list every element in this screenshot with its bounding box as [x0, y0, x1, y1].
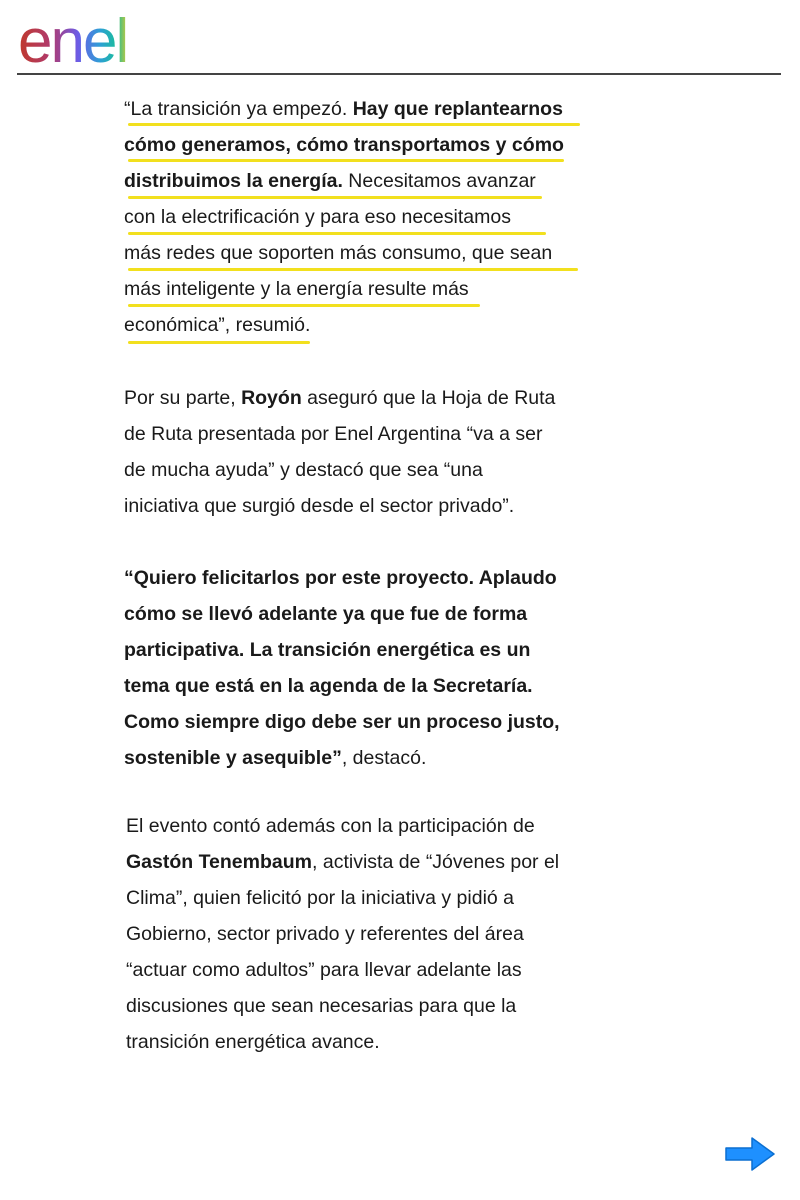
- text-line: [124, 740, 594, 776]
- header-divider: [17, 73, 781, 75]
- text-line: iniciativa que surgió desde el sector privado”.: [124, 495, 515, 517]
- text-span: Por su parte,: [124, 387, 242, 409]
- text-line: más redes que soporten más consumo, que sean: [124, 242, 553, 264]
- bold-text: “Quiero felicitarlos por este proyecto. Aplaudo: [124, 567, 557, 589]
- bold-text: cómo se llevó adelante ya que fue de forma: [124, 603, 528, 625]
- text-line: “actuar como adultos” para llevar adelante las: [126, 959, 522, 981]
- paragraph-quote-secretaria: [124, 560, 594, 776]
- bold-text: sostenible y asequible”: [124, 747, 342, 769]
- svg-text:enel: enel: [18, 7, 128, 68]
- text-line: [124, 127, 594, 163]
- paragraph-event: [126, 808, 591, 1060]
- paragraph-royon: [124, 380, 594, 524]
- text-line: transición energética avance.: [126, 1031, 380, 1053]
- text-line: Gobierno, sector privado y referentes del área: [126, 923, 524, 945]
- bold-text: Como siempre digo debe ser un proceso justo,: [124, 711, 560, 733]
- right-arrow-icon[interactable]: [724, 1134, 776, 1174]
- text-line: Clima”, quien felicitó por la iniciativa y pidió a: [126, 887, 515, 909]
- text-line: [124, 163, 594, 199]
- text-span: , destacó.: [341, 747, 427, 769]
- text-line: [124, 704, 594, 740]
- text-line: [124, 596, 594, 632]
- bold-text: Gastón Tenembaum: [126, 851, 313, 873]
- text-line: de Ruta presentada por Enel Argentina “va a ser: [124, 423, 543, 445]
- text-span: “La transición ya empezó.: [124, 98, 353, 120]
- bold-text: distribuimos la energía.: [124, 170, 343, 192]
- bold-text: Royón: [241, 387, 302, 409]
- text-line: [124, 91, 594, 127]
- text-line: [124, 668, 594, 704]
- text-line: de mucha ayuda” y destacó que sea “una: [124, 459, 483, 481]
- text-line: [124, 632, 594, 668]
- text-span: Necesitamos avanzar: [342, 170, 536, 192]
- bold-text: cómo generamos, cómo transportamos y cómo: [124, 134, 564, 156]
- text-span: , activista de “Jóvenes por el: [312, 851, 560, 873]
- enel-logo: [18, 6, 170, 68]
- text-line: [124, 380, 594, 416]
- bold-text: tema que está en la agenda de la Secretaría.: [124, 675, 533, 697]
- text-line: con la electrificación y para eso necesitamos: [124, 206, 511, 228]
- text-line: [124, 560, 594, 596]
- text-span: aseguró que la Hoja de Ruta: [301, 387, 556, 409]
- paragraph-quote-transition: [124, 91, 594, 343]
- bold-text: participativa. La transición energética es un: [124, 639, 531, 661]
- text-line: discusiones que sean necesarias para que la: [126, 995, 517, 1017]
- bold-text: Hay que replantearnos: [352, 98, 563, 120]
- text-line: El evento contó además con la participación de: [126, 815, 535, 837]
- text-line: más inteligente y la energía resulte más: [124, 278, 469, 300]
- text-line: [126, 844, 591, 880]
- text-line: económica”, resumió.: [124, 314, 311, 336]
